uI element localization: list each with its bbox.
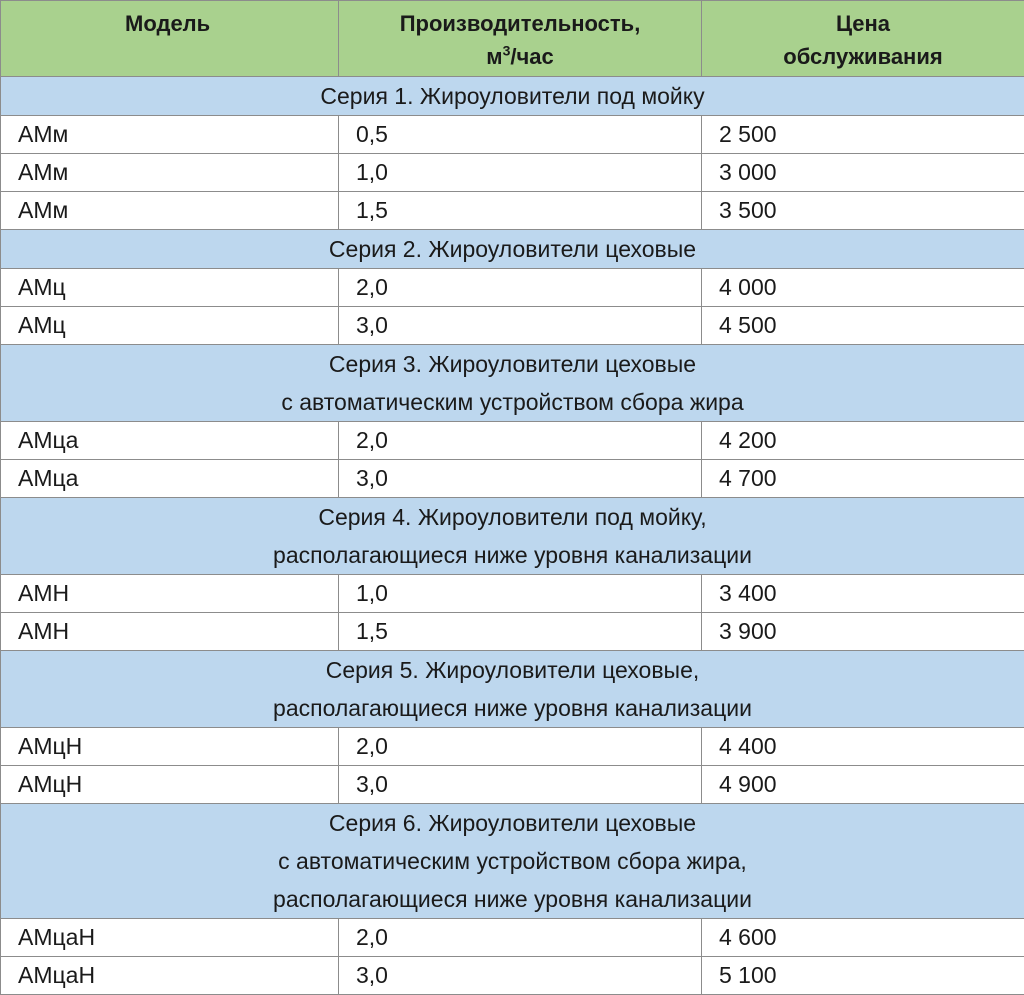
cell-price: 3 400 [702, 575, 1024, 613]
cell-model: АМца [1, 460, 339, 498]
table-body [1, 77, 1024, 995]
cell-price: 4 600 [702, 919, 1024, 957]
cell-capacity: 1,5 [339, 192, 702, 230]
series-title-line: с автоматическим устройством сбора жира [281, 389, 744, 415]
table-row [1, 460, 1024, 498]
table-row [1, 957, 1024, 995]
cell-model: АМцаН [1, 919, 339, 957]
table-row [1, 575, 1024, 613]
series-title-line: Серия 2. Жироуловители цеховые [328, 236, 697, 262]
cell-model: АМцаН [1, 957, 339, 995]
cell-capacity: 3,0 [339, 766, 702, 804]
table-row [1, 728, 1024, 766]
cell-model: АМН [1, 575, 339, 613]
table-row [1, 613, 1024, 651]
series-title-line: располагающиеся ниже уровня канализации [273, 542, 752, 568]
header-row [1, 1, 1024, 77]
header-price-line1: Цена [835, 11, 891, 36]
cell-price: 3 500 [702, 192, 1024, 230]
cell-model: АМц [1, 307, 339, 345]
header-price [702, 1, 1024, 77]
cell-price: 4 000 [702, 269, 1024, 307]
cell-model: АМм [1, 154, 339, 192]
series-row [1, 804, 1024, 919]
table-row [1, 422, 1024, 460]
cell-price: 2 500 [702, 116, 1024, 154]
table-row [1, 269, 1024, 307]
table-row [1, 116, 1024, 154]
table-row [1, 154, 1024, 192]
cell-capacity: 2,0 [339, 728, 702, 766]
series-title [1, 498, 1024, 575]
cell-price: 5 100 [702, 957, 1024, 995]
cell-capacity: 0,5 [339, 116, 702, 154]
series-row [1, 651, 1024, 728]
cell-capacity: 1,0 [339, 575, 702, 613]
cell-model: АМм [1, 192, 339, 230]
series-title-line: Серия 5. Жироуловители цеховые, [325, 657, 700, 683]
cell-capacity: 1,5 [339, 613, 702, 651]
header-capacity-line1: Производительность, [399, 11, 641, 36]
cell-capacity: 3,0 [339, 307, 702, 345]
cell-model: АМц [1, 269, 339, 307]
series-title-line: Серия 6. Жироуловители цеховые [328, 810, 697, 836]
cell-price: 3 000 [702, 154, 1024, 192]
series-title-line: Серия 3. Жироуловители цеховые [328, 351, 697, 377]
series-title-line: Серия 4. Жироуловители под мойку, [318, 504, 707, 530]
cell-price: 4 400 [702, 728, 1024, 766]
table-row [1, 307, 1024, 345]
table-row [1, 919, 1024, 957]
header-capacity-unit: $м^3$/час [486, 42, 554, 69]
series-title-line: располагающиеся ниже уровня канализации [273, 886, 752, 912]
cell-price: 4 500 [702, 307, 1024, 345]
cell-capacity: 1,0 [339, 154, 702, 192]
cell-price: 4 700 [702, 460, 1024, 498]
series-row [1, 345, 1024, 422]
series-row [1, 77, 1024, 116]
series-title [1, 230, 1024, 269]
cell-model: АМцН [1, 766, 339, 804]
cell-model: АМм [1, 116, 339, 154]
header-capacity [339, 1, 702, 77]
cell-price: 3 900 [702, 613, 1024, 651]
series-title [1, 651, 1024, 728]
table-row [1, 766, 1024, 804]
cell-price: 4 900 [702, 766, 1024, 804]
cell-capacity: 2,0 [339, 422, 702, 460]
header-price-line2: обслуживания [783, 44, 943, 69]
cell-model: АМН [1, 613, 339, 651]
series-title [1, 77, 1024, 116]
cell-capacity: 3,0 [339, 957, 702, 995]
series-title-line: Серия 1. Жироуловители под мойку [320, 83, 705, 109]
series-title-line: с автоматическим устройством сбора жира, [278, 848, 747, 874]
cell-capacity: 3,0 [339, 460, 702, 498]
series-row [1, 230, 1024, 269]
cell-model: АМцН [1, 728, 339, 766]
series-title [1, 804, 1024, 919]
table-row [1, 192, 1024, 230]
series-title-line: располагающиеся ниже уровня канализации [273, 695, 752, 721]
cell-model: АМца [1, 422, 339, 460]
series-row [1, 498, 1024, 575]
cell-capacity: 2,0 [339, 269, 702, 307]
header-model: Модель [1, 1, 339, 77]
cell-capacity: 2,0 [339, 919, 702, 957]
cell-price: 4 200 [702, 422, 1024, 460]
series-title [1, 345, 1024, 422]
